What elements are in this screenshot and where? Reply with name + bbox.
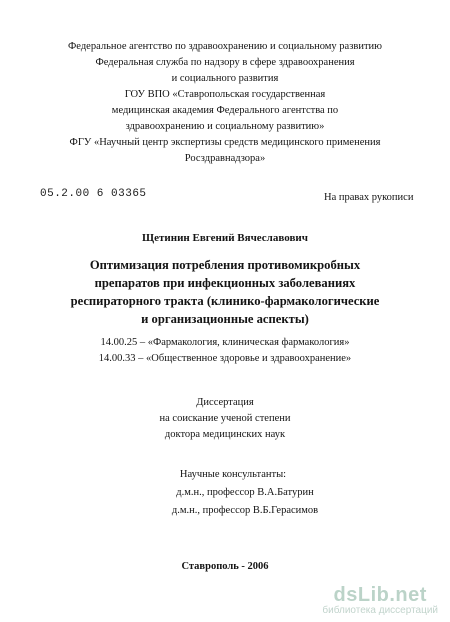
degree-line-1: Диссертация	[196, 397, 254, 408]
consultants-heading: Научные консультанты:	[179, 469, 287, 480]
header-line-service: Федеральная служба по надзору в сфере здравоохранения	[95, 57, 355, 68]
consultant-2: д.м.н., профессор В.Б.Герасимов	[171, 505, 319, 516]
specialty-2: 14.00.33 – «Общественное здоровье и здравоохранение»	[98, 353, 352, 364]
title-line-2: препаратов при инфекционных заболеваниях	[94, 276, 356, 290]
rights-note: На правах рукописи	[324, 192, 414, 203]
header-line-academy-cont: медицинская академия Федерального агентства по	[111, 105, 339, 116]
author-name: Щетинин Евгений Вячеславович	[142, 232, 308, 244]
watermark-logo: dsLib.net	[333, 584, 427, 606]
consultant-1: д.м.н., профессор В.А.Батурин	[176, 487, 314, 498]
city-year-block	[0, 556, 450, 574]
header-line-academy-cont2: здравоохранению и социальному развитию»	[125, 121, 325, 132]
title-line-4: и организационные аспекты)	[141, 312, 309, 326]
specialty-1: 14.00.25 – «Фармакология, клиническая фармакология»	[100, 337, 350, 348]
header-line-center: ФГУ «Научный центр экспертизы средств медицинского применения	[69, 137, 381, 148]
watermark-tagline: библиотека диссертаций	[322, 605, 438, 616]
header-line-service-cont: и социального развития	[171, 73, 279, 84]
header-line-agency: Федеральное агентство по здравоохранению и социальному развитию	[68, 41, 382, 52]
watermark	[322, 584, 438, 616]
degree-line-2: на соискание ученой степени	[159, 413, 291, 424]
title-line-1: Оптимизация потребления противомикробных	[89, 258, 361, 272]
header-line-academy: ГОУ ВПО «Ставропольская государственная	[124, 89, 326, 100]
header-line-center-cont: Росздравнадзора»	[184, 153, 266, 164]
degree-line-3: доктора медицинских наук	[164, 429, 286, 440]
title-line-3: респираторного тракта (клинико-фармакологические	[70, 294, 380, 308]
library-stamp: 05.2.00 6 03365	[40, 188, 147, 200]
city-year: Ставрополь - 2006	[181, 561, 269, 572]
